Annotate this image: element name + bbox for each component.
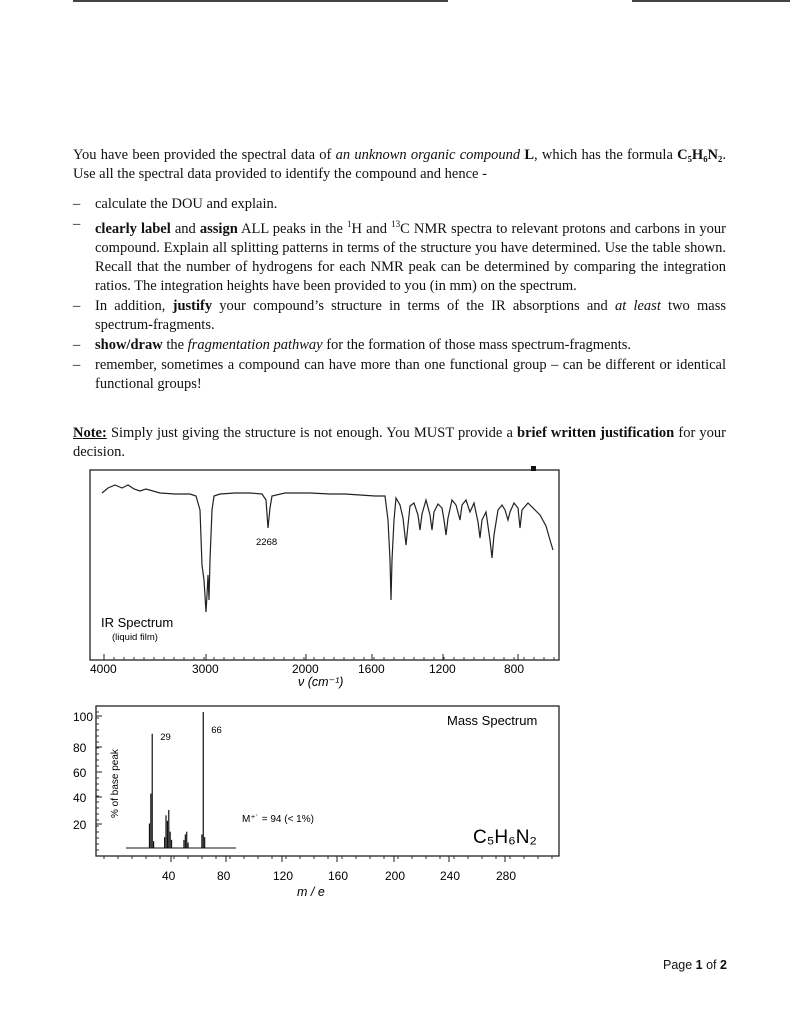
task-text: assign (199, 220, 238, 237)
task-text: 1 (347, 219, 352, 229)
task-text: 13 (391, 219, 401, 229)
ir-tick-label: 1600 (358, 662, 385, 676)
intro-text: spectral data of (237, 147, 336, 163)
ms-y-tick-label: 80 (73, 741, 87, 755)
ms-title: Mass Spectrum (447, 713, 538, 728)
intro-text: You have been provided (73, 147, 220, 163)
page-of: of (702, 958, 720, 972)
intro-emphasis: an unknown organic compound (335, 147, 521, 163)
page-footer (663, 958, 727, 972)
task-text: justify (172, 297, 213, 314)
ir-tick-label: 800 (504, 662, 525, 676)
ms-x-tick-label: 80 (217, 869, 231, 883)
task-dash: – (73, 356, 81, 373)
task-text: clearly label (95, 220, 171, 237)
ms-y-tick-label: 20 (73, 818, 87, 832)
ir-tick-label: 2000 (292, 662, 319, 676)
ms-x-axis (104, 856, 552, 883)
ms-y-tick-label: 40 (73, 791, 87, 805)
task-dash: – (73, 216, 81, 232)
ir-tick-label: 4000 (90, 662, 117, 676)
ms-x-tick-label: 120 (273, 869, 294, 883)
task-text: ALL peaks in the (237, 220, 348, 237)
ms-x-tick-label: 160 (328, 869, 349, 883)
ms-x-tick-label: 200 (385, 869, 406, 883)
task-text: remember, sometimes a compound can have more than one functional group – can be different or identical functional groups! (95, 356, 726, 392)
ms-formula: C₅H₆N₂ (473, 827, 537, 848)
ir-tick-label: 3000 (192, 662, 219, 676)
page-number: 1 (695, 958, 703, 972)
ms-y-tick-label: 100 (73, 710, 94, 724)
task-text: the (162, 336, 188, 353)
page-word: Page (663, 958, 696, 972)
page-total: 2 (720, 958, 727, 972)
ms-peak-labels (160, 725, 222, 743)
ms-x-tick-label: 280 (496, 869, 517, 883)
intro-text: , which has the formula (534, 147, 678, 163)
ms-ylabel: % of base peak (110, 749, 121, 818)
task-dash: – (73, 196, 81, 212)
ms-x-tick-label: 40 (162, 869, 176, 883)
task-dash: – (73, 297, 81, 314)
compound-label: L (524, 147, 534, 163)
ms-peak-label: 66 (211, 725, 222, 736)
ir-title: IR Spectrum (101, 615, 174, 630)
note-text: for your decision. (73, 425, 726, 460)
ms-annotation: M⁺˙ = 94 (< 1%) (242, 814, 314, 825)
task-text: C NMR spectra to relevant protons and carbons in your compound. Explain all splitting patterns in terms of the structure you have determined. Use the table shown. Recall that the number of hydrogens for each NMR peak can be determined by comparing the integration ratios. The integration heights have been provided to you (in mm) on the spectrum. (95, 220, 727, 294)
task-text: two mass spectrum-fragments. (95, 297, 726, 333)
task-text: fragmentation pathway (187, 336, 323, 353)
task-text: H and (351, 220, 392, 237)
intro-text: . Use all the spectral data provided to identify the compound and hence - (73, 147, 726, 182)
task-text: for the formation of those mass spectrum-fragments. (322, 336, 632, 353)
task-text: at least (615, 297, 661, 314)
ms-y-tick-label: 60 (73, 766, 87, 780)
ms-xlabel: m / e (297, 885, 325, 899)
intro-text: the (219, 147, 238, 163)
task-dash: – (73, 336, 81, 353)
ms-x-tick-label: 240 (440, 869, 461, 883)
note-label: Note: (73, 425, 107, 441)
ir-tick-label: 1200 (429, 662, 456, 676)
ir-subtitle: (liquid film) (112, 632, 158, 643)
task-text: your compound’s structure in terms of the IR absorptions and (212, 297, 615, 314)
ms-peak-label: 29 (160, 732, 171, 743)
task-text: show/draw (95, 336, 163, 353)
ms-peaks (149, 712, 204, 848)
task-text: calculate the DOU and explain. (95, 196, 278, 212)
ir-peak-label: 2268 (256, 537, 278, 548)
note-text: Simply just giving the structure is not enough. You MUST provide a (106, 425, 518, 441)
task-text: In addition, (95, 297, 173, 314)
task-text: and (170, 220, 200, 237)
ir-xlabel: ν (cm⁻¹) (298, 675, 344, 689)
note-bold: brief written justification (517, 425, 675, 441)
molecular-formula: C₅H₆N₂ (677, 147, 723, 163)
ms-y-axis (73, 710, 102, 850)
